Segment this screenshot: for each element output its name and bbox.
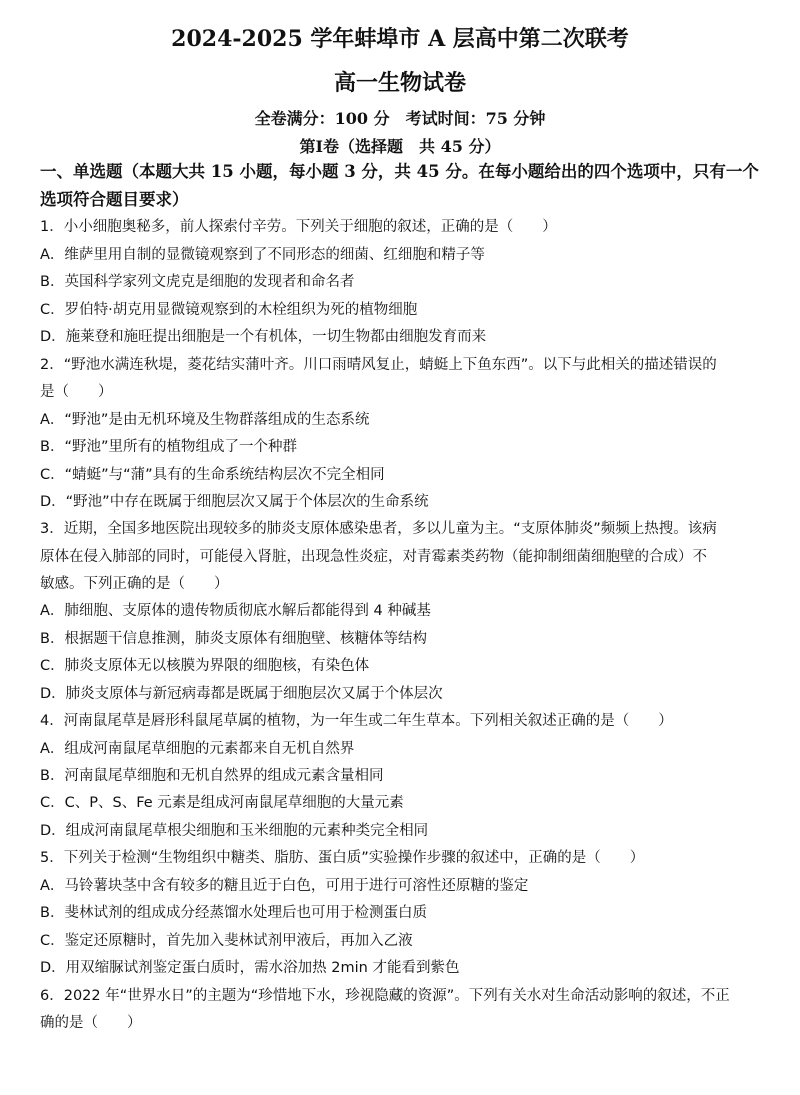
exam-meta: 全卷满分：100 分 考试时间：75 分钟 [254,109,546,128]
question-3-option-d: D．肺炎支原体与新冠病毒都是既属于细胞层次又属于个体层次 [40,686,443,702]
question-2-option-d: D．“野池”中存在既属于细胞层次又属于个体层次的生命系统 [40,494,429,510]
question-3-stem-line-1: 3．近期，全国多地医院出现较多的肺炎支原体感染患者，多以儿童为主。“支原体肺炎”频频上热搜。该病 [40,521,717,537]
question-1-option-c: C．罗伯特·胡克用显微镜观察到的木栓组织为死的植物细胞 [40,302,418,318]
question-1-option-b: B．英国科学家列文虎克是细胞的发现者和命名者 [40,274,355,290]
question-3-option-c: C．肺炎支原体无以核膜为界限的细胞核，有染色体 [40,658,370,674]
question-1-option-a: A．维萨里用自制的显微镜观察到了不同形态的细菌、红细胞和精子等 [40,247,485,263]
question-5-option-d: D．用双缩脲试剂鉴定蛋白质时，需水浴加热 2min 才能看到紫色 [40,960,460,976]
question-4-option-c: C．C、P、S、Fe 元素是组成河南鼠尾草细胞的大量元素 [40,795,404,811]
question-5-option-b: B．斐林试剂的组成成分经蒸馏水处理后也可用于检测蛋白质 [40,905,427,921]
question-2-stem-line-2: 是（ ） [40,384,113,400]
question-2-option-a: A．“野池”是由无机环境及生物群落组成的生态系统 [40,412,370,428]
question-2-option-c: C．“蜻蜓”与“蒲”具有的生命系统结构层次不完全相同 [40,467,385,483]
question-3-stem-line-3: 敏感。下列正确的是（ ） [40,576,229,592]
question-4-option-b: B．河南鼠尾草细胞和无机自然界的组成元素含量相同 [40,768,384,784]
question-4-option-a: A．组成河南鼠尾草细胞的元素都来自无机自然界 [40,741,355,757]
question-6-stem-line-1: 6．2022 年“世界水日”的主题为“珍惜地下水，珍视隐藏的资源”。下列有关水对生命活动影响的叙述，不正 [40,988,730,1004]
question-1-stem: 1．小小细胞奥秘多，前人探索付辛劳。下列关于细胞的叙述，正确的是（ ） [40,219,557,235]
paper-title: 高一生物试卷 [333,70,466,96]
question-2-stem-line-1: 2．“野池水满连秋堤，菱花结实蒲叶齐。川口雨晴风复止，蜻蜓上下鱼东西”。以下与此相关的描述错误的 [40,357,717,373]
part-title: 第Ⅰ卷（选择题 共 45 分） [299,137,501,156]
question-4-option-d: D．组成河南鼠尾草根尖细胞和玉米细胞的元素种类完全相同 [40,823,429,839]
section-heading: 一、单选题（本题大共 15 小题，每小题 3 分，共 45 分。在每小题给出的四个选项中，只有一个选项符合题目要求） [40,162,759,209]
question-6-stem-line-2: 确的是（ ） [40,1015,142,1031]
question-5-option-a: A．马铃薯块茎中含有较多的糖且近于白色，可用于进行可溶性还原糖的鉴定 [40,878,529,894]
question-3-stem-line-2: 原体在侵入肺部的同时，可能侵入肾脏，出现急性炎症，对青霉素类药物（能抑制细菌细胞壁的合成）不 [40,549,707,565]
question-3-option-a: A．肺细胞、支原体的遗传物质彻底水解后都能得到 4 种碱基 [40,603,431,619]
exam-title: 2024-2025 学年蚌埠市 A 层高中第二次联考 [171,26,629,52]
question-5-stem: 5．下列关于检测“生物组织中糖类、脂肪、蛋白质”实验操作步骤的叙述中，正确的是（ ） [40,850,645,866]
question-3-option-b: B．根据题干信息推测，肺炎支原体有细胞壁、核糖体等结构 [40,631,427,647]
question-2-option-b: B．“野池”里所有的植物组成了一个种群 [40,439,297,455]
question-1-option-d: D．施莱登和施旺提出细胞是一个有机体，一切生物都由细胞发育而来 [40,329,487,345]
question-5-option-c: C．鉴定还原糖时，首先加入斐林试剂甲液后，再加入乙液 [40,933,413,949]
question-4-stem: 4．河南鼠尾草是唇形科鼠尾草属的植物，为一年生或二年生草本。下列相关叙述正确的是（ ） [40,713,673,729]
